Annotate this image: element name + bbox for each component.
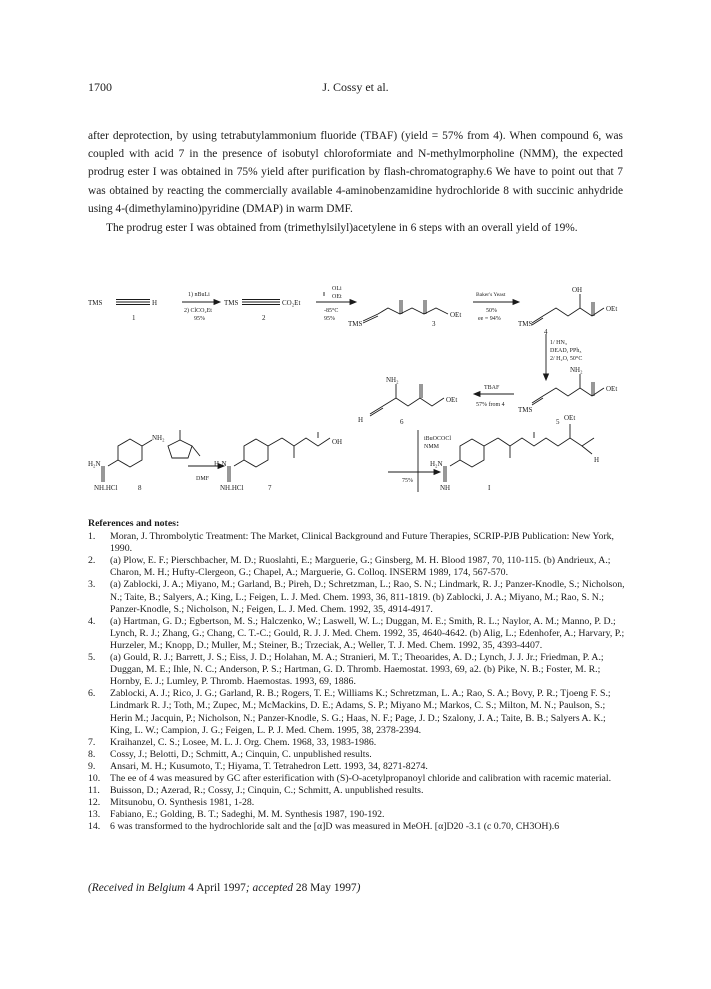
step5-reagent: TBAF (484, 385, 500, 391)
reference-text: (a) Plow, E. F.; Pierschbacher, M. D.; Ruoslahti, E.; Marguerie, G.; Ginsberg, M. H. Blood 1987, 70, 110-115. (b) Andrieux, A.; Charon, M. H.; Hufty-Clergeon, G.; Chapel, A.; Marguerie, G. Colloq. INSERM 1989, 174, 567-570. (110, 555, 611, 579)
reference-number: 1. (88, 531, 96, 543)
reference-item (88, 737, 626, 749)
step2-temp: -85°C (324, 308, 339, 314)
h-label-1: H (152, 299, 158, 307)
accepted-label: accepted (252, 882, 294, 894)
reference-number: 3. (88, 579, 96, 591)
step2-yield: 95% (324, 316, 335, 322)
compound-1-label: 1 (132, 314, 136, 322)
reference-number: 11. (88, 785, 100, 797)
reference-item (88, 821, 626, 833)
oh-label-7: OH (332, 438, 343, 446)
reference-text: Moran, J. Thrombolytic Treatment: The Market, Clinical Background and Future Therapies, SCRIP-PJB Publication: New York, 1990. (110, 531, 614, 555)
h-label-I: H (594, 456, 600, 464)
step1-reagent-b: 2) ClCO₂Et (184, 308, 212, 314)
step5-yield: 57% from 4 (476, 402, 505, 408)
oet-label-3: OEt (450, 311, 462, 319)
page-number: 1700 (88, 80, 112, 94)
compound-5-label: 5 (556, 418, 560, 426)
nh-label-I: NH (440, 484, 451, 492)
reference-text: (a) Zablocki, J. A.; Miyano, M.; Garland, B.; Pireh, D.; Schretzman, L.; Rao, S. N.; Lindmark, R. J.; Panzer-Knodle, S.; Nicholson, N.; Taite, B.; Salyers, A.; King, L.; Feigen, L. J. Med. Chem. 1993, 36, 811-1819. (b) Zablocki, J. A.; Miyano, M.; Rao, S. N.; Panzer-Knodle, S.; Nicholson, N.; Feigen, L. J. Med. Chem. 1992, 35, 4914-4917. (110, 579, 625, 615)
nhhcl-label-8: NH.HCl (94, 484, 118, 492)
reference-text: Fabiano, E.; Golding, B. T.; Sadeghi, M. M. Synthesis 1987, 190-192. (110, 809, 385, 821)
oh-label-4: OH (572, 286, 583, 294)
reference-number: 14. (88, 821, 101, 833)
body-text (88, 127, 623, 237)
step1-reagent-a: 1) nBuLi (188, 292, 210, 298)
reference-number: 9. (88, 760, 96, 772)
compound-4-label: 4 (544, 328, 548, 336)
reference-item (88, 688, 626, 736)
h2n-label-I: H₂N (430, 460, 443, 468)
accepted-date: 28 May 1997 (295, 882, 357, 894)
reference-item (88, 555, 626, 579)
reference-number: 5. (88, 652, 96, 664)
h2n-label-7: H₂N (214, 460, 227, 468)
step3-yield: 50% (486, 308, 497, 314)
reference-item (88, 579, 626, 615)
reference-item (88, 652, 626, 688)
references-list (88, 531, 626, 833)
references-section (88, 518, 626, 833)
compound-I-label: I (488, 484, 491, 492)
synthesis-scheme (88, 286, 628, 504)
reference-number: 8. (88, 748, 96, 760)
oli-label: OLi (332, 286, 342, 292)
reference-number: 6. (88, 688, 96, 700)
tms-label-2: TMS (224, 299, 239, 307)
received-note: (Received in Belgium 4 April 1997; accepted 28 May 1997) (88, 882, 361, 894)
reference-item (88, 809, 626, 821)
tms-label-5: TMS (518, 406, 533, 414)
reference-text: (a) Gould, R. J.; Barrett, J. S.; Eiss, J. D.; Holahan, M. A.; Stranieri, M. T.; Theoarides, A. D.; Lynch, J. J. Jr.; Friedman, P. A.; Duggan, M. E.; Ihle, N. C.; Anderson, P. S.; Hartman, G. D. Thromb. Haemostat. 1993, 69, a2. (b) Pike, N. B.; Foster, M. R.; Hornby, E. J.; Lumley, P. Thromb. Haemostas. 1993, 69, 1886. (110, 652, 604, 688)
reference-number: 12. (88, 797, 101, 809)
reference-text: (a) Hartman, G. D.; Egbertson, M. S.; Halczenko, W.; Laswell, W. L.; Duggan, M. E.; Smith, R. L.; Naylor, A. M.; Manno, P. D.; Lynch, R. J.; Zhang, G.; Chang, C. T.-C.; Gould, R. J. J. Med. Chem. 1992, 35, 4640-4642. (b) Alig, L.; Edenhofer, A.; Harvary, P.; Hurzeler, M.; Knopp, D.; Muller, M.; Steiner, B.; Trzeciak, A.; Weller, T. J. Med. Chem. 1992, 35, 4393-4407. (110, 615, 625, 651)
reference-text: 6 was transformed to the hydrochloride salt and the [α]D was measured in MeOH. [α]D20 -3.1 (c 0.70, CH3OH).6 (110, 821, 560, 833)
tms-label-1: TMS (88, 299, 103, 307)
received-label: Received in Belgium (91, 882, 186, 894)
step3-reagent: Baker's Yeast (476, 292, 506, 298)
compound-7-label: 7 (268, 484, 272, 492)
reference-text: Buisson, D.; Azerad, R.; Cossy, J.; Cinquin, C.; Schmitt, A. unpublished results. (110, 785, 424, 797)
step3-ee: ee = 94% (478, 316, 501, 322)
reference-text: Zablocki, A. J.; Rico, J. G.; Garland, R. B.; Rogers, T. E.; Williams K.; Schretzman, L. A.; Rao, S. A.; Bovy, P. R.; Tjoeng F. S.; Lindmark R. J.; Toth, M.; Zupec, M.; McMackins, D. E.; Adams, S. P.; Miyano M.; Markos, C. S.; Milton, M. N.; Paulson, S.; Herin M.; Jacquin, P.; Nicholson, N.; Panzer-Knodle, S. G.; Haas, N. F.; Page, J. D.; Szalony, J. A.; Taite, B. B.; Salyers A. K.; King, L. W.; Campion, J. G.; Feigen, L. P. J. Med. Chem. 1995, 38, 2378-2394. (110, 688, 611, 736)
received-date: 4 April 1997 (188, 882, 246, 894)
reference-item (88, 761, 626, 773)
reference-number: 2. (88, 555, 96, 567)
oet-label-5: OEt (606, 385, 618, 393)
reference-item (88, 749, 626, 761)
step4-reagent-c: 2/ H₂O, 50°C (550, 356, 583, 362)
tms-label-4: TMS (518, 320, 533, 328)
reference-text: Kraihanzel, C. S.; Losee, M. L. J. Org. Chem. 1968, 33, 1983-1986. (110, 736, 377, 748)
nh2-label-8: NH₂ (152, 434, 165, 442)
reference-item (88, 616, 626, 652)
oet-label-6: OEt (446, 396, 458, 404)
paragraph-1: after deprotection, by using tetrabutylammonium fluoride (TBAF) (yield = 57% from 4). When compound 6, was coupled with acid 7 in the presence of isobutyl chloroformiate and N-methylmorpholine (NMM), the expected prodrug ester I was obtained in 75% yield after purification by flash-chromatography.6 We have to point out that 7 was obtained by reacting the commercially available 4-aminobenzamidine hydrochloride 8 with succinic anhydride using 4-(dimethylamino)pyridine (DMAP) in warm DMF. (88, 130, 623, 215)
reference-text: Mitsunobu, O. Synthesis 1981, 1-28. (110, 797, 255, 809)
reference-item (88, 773, 626, 785)
reference-item (88, 531, 626, 555)
paragraph-2: The prodrug ester I was obtained from (trimethylsilyl)acetylene in 6 steps with an overall yield of 19%. (106, 222, 578, 235)
reference-text: Cossy, J.; Belotti, D.; Schmitt, A.; Cinquin, C. unpublished results. (110, 748, 372, 760)
reference-number: 7. (88, 736, 96, 748)
step6-reagent-b: NMM (424, 444, 440, 450)
tms-label-3: TMS (348, 320, 363, 328)
reference-text: The ee of 4 was measured by GC after esterification with (S)-O-acetylpropanoyl chloride and calibration with racemic material. (110, 772, 612, 784)
running-title: J. Cossy et al. (322, 80, 389, 94)
nh2-label-6: NH₂ (386, 376, 399, 384)
step6-yield: 75% (402, 478, 413, 484)
nh2-label-5: NH₂ (570, 366, 583, 374)
compound-2-label: 2 (262, 314, 266, 322)
nhhcl-label-7: NH.HCl (220, 484, 244, 492)
h-label-6: H (358, 416, 364, 424)
compound-8-label: 8 (138, 484, 142, 492)
reference-text: Ansari, M. H.; Kusumoto, T.; Hiyama, T. Tetrahedron Lett. 1993, 34, 8271-8274. (110, 760, 428, 772)
references-title: References and notes: (88, 518, 180, 529)
h2n-label-8: H₂N (88, 460, 101, 468)
co2et-label-2: CO₂Et (282, 299, 301, 307)
step7-reagent: DMF (196, 476, 210, 482)
reference-item (88, 797, 626, 809)
reference-number: 13. (88, 809, 101, 821)
step4-reagent-b: DEAD, PPh₃ (550, 348, 582, 354)
oet-label-I: OEt (564, 414, 576, 422)
oet-label-4: OEt (606, 305, 618, 313)
reference-number: 10. (88, 772, 101, 784)
step4-reagent-a: 1/ HN₃ (550, 340, 567, 346)
compound-3-label: 3 (432, 320, 436, 328)
step6-reagent-a: iBuOCOCl (424, 436, 452, 442)
compound-6-label: 6 (400, 418, 404, 426)
reference-number: 4. (88, 615, 96, 627)
enolate-oet-label: OEt (332, 294, 342, 300)
step1-yield: 95% (194, 316, 205, 322)
reference-item (88, 785, 626, 797)
